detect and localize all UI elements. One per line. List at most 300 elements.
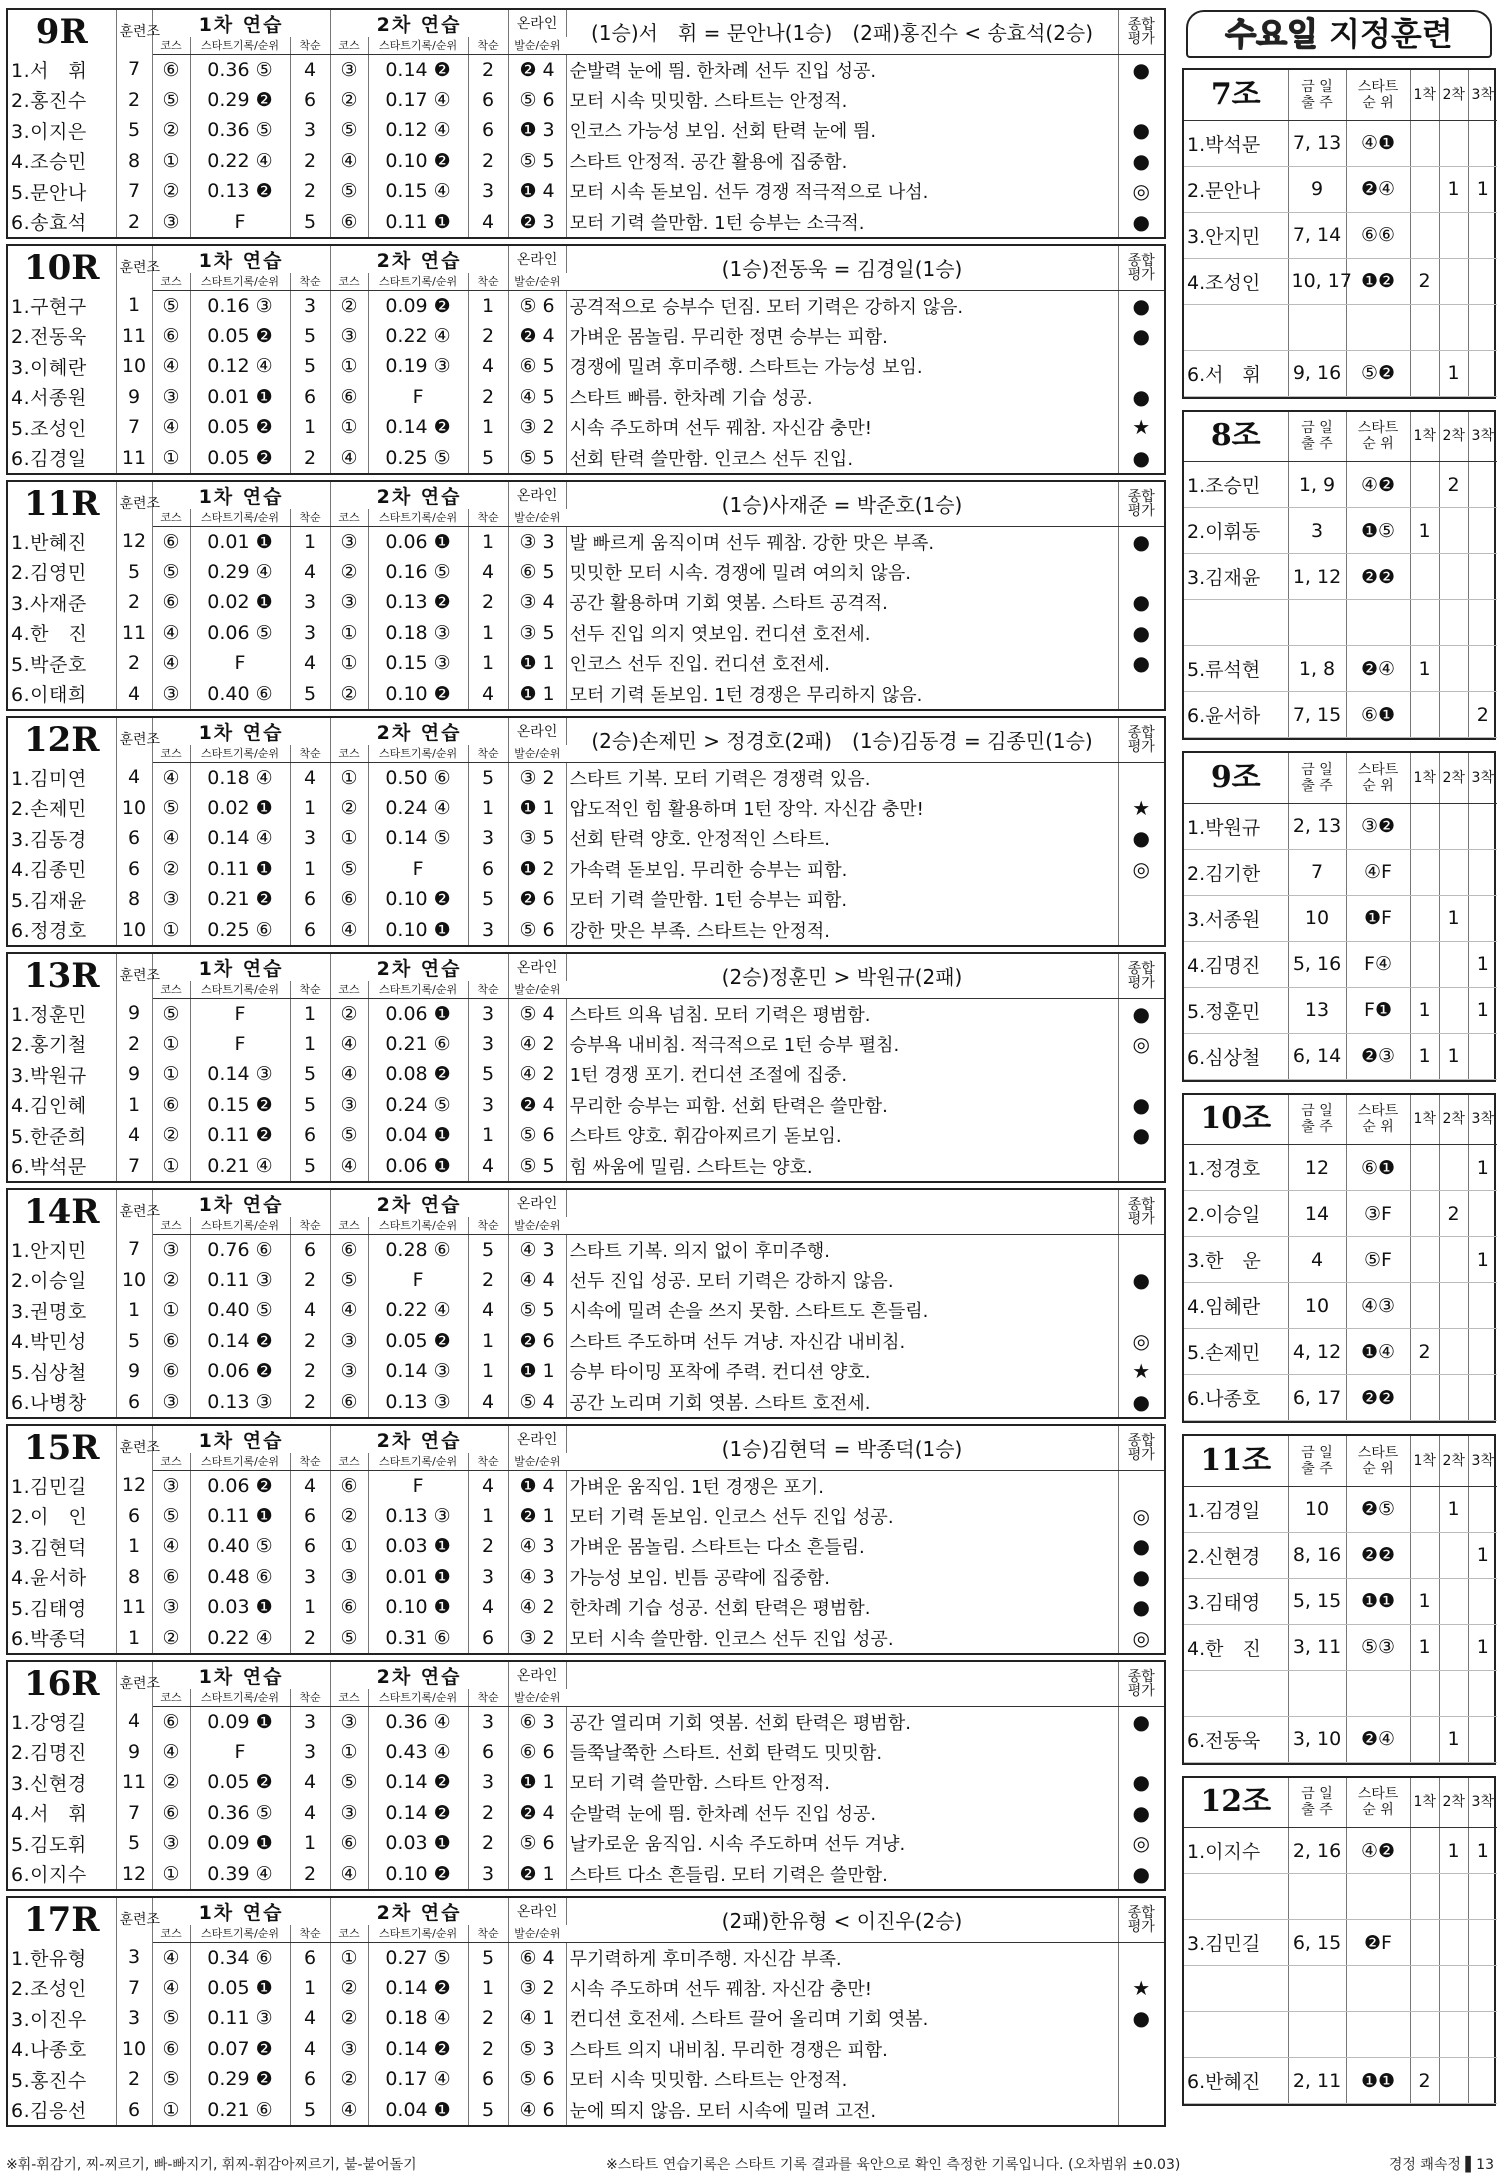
group-row: [1184, 1283, 1497, 1329]
group-row: [1184, 1532, 1497, 1578]
start-record-2: 0.18 ④: [368, 2003, 468, 2034]
comment: 스타트 기복. 의지 없이 후미주행.: [566, 1234, 1118, 1265]
second-count: [1439, 212, 1468, 258]
col-online: 온라인: [508, 246, 566, 273]
second-count: [1439, 1283, 1468, 1329]
online-rank: ⑥ 5: [508, 351, 566, 382]
online-rank: ❶ 1: [508, 1767, 566, 1798]
first-count: [1410, 1486, 1439, 1532]
course-1: ④: [152, 1973, 190, 2004]
training-group: 9: [116, 1059, 152, 1090]
start-record-1: 0.12 ④: [190, 351, 290, 382]
col-second-practice: 2차 연습: [330, 1426, 508, 1453]
start-record-2: 0.10 ❶: [368, 915, 468, 946]
out-days: 10, 17: [1288, 258, 1346, 304]
start-rank: ❷F: [1346, 1920, 1410, 1966]
out-days: 1, 12: [1288, 554, 1346, 600]
racer-name: 3.이지은: [8, 115, 116, 146]
racer-name: 1.강영길: [8, 1706, 116, 1737]
race-number: 15R: [8, 1426, 116, 1470]
online-rank: ❶ 3: [508, 115, 566, 146]
online-rank: ❷ 6: [508, 884, 566, 915]
course-2: ④: [330, 1059, 368, 1090]
finish-1: 1: [290, 793, 330, 824]
finish-2: 5: [468, 443, 508, 474]
training-group: 4: [116, 1120, 152, 1151]
online-rank: ⑤ 6: [508, 1828, 566, 1859]
finish-2: 3: [468, 1562, 508, 1593]
col-start: 스타트기록/순위: [368, 273, 468, 290]
start-record-2: F: [368, 382, 468, 413]
start-rank: ❷❷: [1346, 554, 1410, 600]
group-row: [1184, 554, 1497, 600]
comment: 순발력 눈에 띔. 한차례 선두 진입 성공.: [566, 1798, 1118, 1829]
finish-2: 2: [468, 587, 508, 618]
start-record-1: 0.11 ❷: [190, 1120, 290, 1151]
training-group: 6: [116, 823, 152, 854]
course-2: ⑥: [330, 1234, 368, 1265]
racer-row: [8, 1059, 1164, 1090]
third-count: [1468, 895, 1497, 941]
start-record-1: 0.11 ③: [190, 1265, 290, 1296]
eval-mark: ◎: [1132, 1503, 1150, 1528]
online-rank: ⑤ 3: [508, 2034, 566, 2065]
start-rank: ❶⑤: [1346, 508, 1410, 554]
start-record-1: 0.03 ❶: [190, 1592, 290, 1623]
out-days: 2, 16: [1288, 1828, 1346, 1874]
start-rank: ❷❷: [1346, 1532, 1410, 1578]
group-name: 7조: [1184, 70, 1288, 120]
course-1: ⑤: [152, 2064, 190, 2095]
first-count: [1410, 1828, 1439, 1874]
start-rank: ④③: [1346, 1283, 1410, 1329]
col-start: 스타트기록/순위: [190, 745, 290, 762]
col-3rd: 3착: [1468, 1095, 1497, 1145]
out-days: 2, 13: [1288, 803, 1346, 849]
col-start: 스타트기록/순위: [190, 37, 290, 54]
start-record-2: F: [368, 854, 468, 885]
out-days: 1, 8: [1288, 646, 1346, 692]
course-1: ①: [152, 915, 190, 946]
comment: 날카로운 움직임. 시속 주도하며 선두 겨냥.: [566, 1828, 1118, 1859]
col-1st: 1착: [1410, 1095, 1439, 1145]
start-record-2: 0.16 ⑤: [368, 557, 468, 588]
start-record-1: 0.13 ❷: [190, 176, 290, 207]
col-start-rank: 스타트 순 위: [1346, 753, 1410, 803]
eval-mark: [1118, 85, 1164, 116]
group-row: [1184, 941, 1497, 987]
start-record-2: 0.04 ❶: [368, 1120, 468, 1151]
course-2: ⑤: [330, 1623, 368, 1654]
training-group: 6: [116, 2095, 152, 2126]
race-block: [6, 244, 1166, 475]
start-record-1: 0.14 ❷: [190, 1326, 290, 1357]
start-rank: F❶: [1346, 987, 1410, 1033]
third-count: 1: [1468, 1145, 1497, 1191]
out-days: 4, 12: [1288, 1329, 1346, 1375]
col-start: 스타트기록/순위: [368, 1453, 468, 1470]
start-rank: ③❷: [1346, 803, 1410, 849]
online-rank: ❷ 1: [508, 1859, 566, 1890]
col-3rd: 3착: [1468, 70, 1497, 120]
finish-2: 4: [468, 351, 508, 382]
start-record-1: 0.02 ❶: [190, 793, 290, 824]
col-start: 스타트기록/순위: [190, 981, 290, 998]
start-record-1: 0.14 ④: [190, 823, 290, 854]
comment: 인코스 선두 진입. 컨디션 호전세.: [566, 648, 1118, 679]
comment: 공간 노리며 기회 엿봄. 스타트 호전세.: [566, 1387, 1118, 1418]
racer-name: 1.박석문: [1184, 120, 1288, 166]
online-rank: ⑥ 6: [508, 1737, 566, 1768]
col-start: 스타트기록/순위: [368, 37, 468, 54]
col-start: 스타트기록/순위: [368, 745, 468, 762]
finish-1: 4: [290, 762, 330, 793]
second-count: [1439, 849, 1468, 895]
finish-1: 2: [290, 1859, 330, 1890]
training-group: 6: [116, 1501, 152, 1532]
finish-2: 3: [468, 823, 508, 854]
col-online: 온라인: [508, 482, 566, 509]
training-group: 11: [116, 321, 152, 352]
col-training: 훈련조: [116, 482, 152, 526]
finish-1: 4: [290, 2003, 330, 2034]
out-days: 2, 11: [1288, 2058, 1346, 2104]
start-record-1: 0.25 ⑥: [190, 915, 290, 946]
race-block: [6, 480, 1166, 711]
out-days: [1288, 2012, 1346, 2058]
racer-row: [8, 1767, 1164, 1798]
course-2: ①: [330, 618, 368, 649]
out-days: 5, 15: [1288, 1578, 1346, 1624]
racer-name: 5.홍진수: [8, 2064, 116, 2095]
racer-name: 2.홍진수: [8, 85, 116, 116]
col-finish: 착순: [468, 745, 508, 762]
third-count: [1468, 462, 1497, 508]
racer-row: [8, 679, 1164, 710]
start-record-1: 0.09 ❶: [190, 1828, 290, 1859]
start-record-1: 0.21 ⑥: [190, 2095, 290, 2126]
out-days: 10: [1288, 895, 1346, 941]
course-2: ④: [330, 915, 368, 946]
course-1: ①: [152, 2095, 190, 2126]
course-1: ①: [152, 1059, 190, 1090]
start-record-2: 0.24 ④: [368, 793, 468, 824]
start-record-1: 0.09 ❶: [190, 1706, 290, 1737]
racer-name: 1.반혜진: [8, 526, 116, 557]
racer-name: 2.이승일: [8, 1265, 116, 1296]
course-2: ④: [330, 146, 368, 177]
col-online-sub: 발순/순위: [508, 1453, 566, 1470]
course-2: ③: [330, 321, 368, 352]
third-count: [1468, 600, 1497, 646]
start-record-2: 0.25 ⑤: [368, 443, 468, 474]
training-group: 8: [116, 884, 152, 915]
finish-2: 4: [468, 207, 508, 238]
start-rank: ④F: [1346, 849, 1410, 895]
third-count: [1468, 1033, 1497, 1079]
race-block: [6, 8, 1166, 239]
col-second-practice: 2차 연습: [330, 1898, 508, 1925]
first-count: [1410, 1283, 1439, 1329]
second-count: [1439, 508, 1468, 554]
start-record-2: 0.10 ❷: [368, 884, 468, 915]
finish-2: 6: [468, 1623, 508, 1654]
start-record-2: 0.31 ⑥: [368, 1623, 468, 1654]
third-count: [1468, 554, 1497, 600]
racer-name: 6.이태희: [8, 679, 116, 710]
course-1: ②: [152, 1623, 190, 1654]
finish-1: 4: [290, 2034, 330, 2065]
start-rank: ④❷: [1346, 1828, 1410, 1874]
eval-mark: ●: [1132, 1564, 1150, 1589]
first-count: 1: [1410, 508, 1439, 554]
finish-1: 5: [290, 351, 330, 382]
course-2: ③: [330, 1562, 368, 1593]
finish-1: 3: [290, 1562, 330, 1593]
eval-mark: ●: [1132, 826, 1150, 851]
comment: 발 빠르게 움직이며 선두 꿰참. 강한 맛은 부족.: [566, 526, 1118, 557]
race-list: [6, 8, 1166, 2132]
course-2: ⑤: [330, 115, 368, 146]
course-2: ①: [330, 823, 368, 854]
training-group: 7: [116, 1151, 152, 1182]
out-days: [1288, 1874, 1346, 1920]
course-2: ④: [330, 1859, 368, 1890]
eval-mark: [1118, 557, 1164, 588]
finish-2: 4: [468, 1295, 508, 1326]
racer-name: [1184, 1966, 1288, 2012]
start-record-1: 0.40 ⑤: [190, 1531, 290, 1562]
course-2: ②: [330, 1973, 368, 2004]
racer-row: [8, 1706, 1164, 1737]
training-group: 5: [116, 557, 152, 588]
start-record-1: 0.76 ⑥: [190, 1234, 290, 1265]
training-group: 10: [116, 1265, 152, 1296]
eval-mark: ★: [1132, 415, 1151, 440]
group-row: [1184, 1191, 1497, 1237]
col-start: 스타트기록/순위: [190, 273, 290, 290]
comment: 힘 싸움에 밀림. 스타트는 양호.: [566, 1151, 1118, 1182]
training-group: 10: [116, 351, 152, 382]
col-finish: 착순: [468, 273, 508, 290]
training-group: 9: [116, 1737, 152, 1768]
eval-mark: ◎: [1132, 1328, 1150, 1353]
racer-row: [8, 587, 1164, 618]
eval-mark: ●: [1132, 118, 1150, 143]
start-record-1: 0.22 ④: [190, 146, 290, 177]
third-count: [1468, 508, 1497, 554]
race-number: 11R: [8, 482, 116, 526]
course-2: ③: [330, 1706, 368, 1737]
finish-2: 4: [468, 1151, 508, 1182]
col-start-rank: 스타트 순 위: [1346, 1778, 1410, 1828]
eval-mark: ●: [1132, 384, 1150, 409]
race-note: (1승)서 휘 = 문안나(1승) (2패)홍진수 < 송효석(2승): [566, 10, 1118, 54]
racer-name: 3.김태영: [1184, 1578, 1288, 1624]
start-record-2: 0.14 ❷: [368, 54, 468, 85]
course-1: ①: [152, 1859, 190, 1890]
online-rank: ③ 4: [508, 587, 566, 618]
group-row: [1184, 803, 1497, 849]
col-online: 온라인: [508, 1190, 566, 1217]
racer-row: [8, 1501, 1164, 1532]
course-1: ④: [152, 412, 190, 443]
online-rank: ❶ 1: [508, 793, 566, 824]
out-days: 6, 15: [1288, 1920, 1346, 1966]
col-start: 스타트기록/순위: [368, 1689, 468, 1706]
finish-1: 2: [290, 1356, 330, 1387]
course-1: ②: [152, 1120, 190, 1151]
group-row: [1184, 1716, 1497, 1762]
third-count: [1468, 2058, 1497, 2104]
racer-name: 4.김명진: [1184, 941, 1288, 987]
racer-row: [8, 207, 1164, 238]
second-count: [1439, 646, 1468, 692]
racer-name: 6.나종호: [1184, 1375, 1288, 1421]
first-count: 1: [1410, 1624, 1439, 1670]
col-online-sub: 발순/순위: [508, 1689, 566, 1706]
comment: 승부 타이밍 포착에 주력. 컨디션 양호.: [566, 1356, 1118, 1387]
course-2: ④: [330, 1029, 368, 1060]
racer-name: 1.정경호: [1184, 1145, 1288, 1191]
finish-1: 3: [290, 1706, 330, 1737]
eval-mark: [1118, 351, 1164, 382]
finish-1: 4: [290, 648, 330, 679]
online-rank: ④ 3: [508, 1531, 566, 1562]
racer-name: 4.한 진: [8, 618, 116, 649]
course-1: ⑤: [152, 2003, 190, 2034]
col-1st: 1착: [1410, 1436, 1439, 1486]
col-course: 코스: [330, 1689, 368, 1706]
online-rank: ④ 2: [508, 1059, 566, 1090]
comment: 선두 진입 성공. 모터 기력은 강하지 않음.: [566, 1265, 1118, 1296]
racer-name: 5.손제민: [1184, 1329, 1288, 1375]
col-training: 훈련조: [116, 954, 152, 998]
group-row: [1184, 1145, 1497, 1191]
finish-2: 4: [468, 557, 508, 588]
racer-name: 3.안지민: [1184, 212, 1288, 258]
online-rank: ⑤ 5: [508, 1151, 566, 1182]
start-rank: [1346, 1966, 1410, 2012]
group-row: [1184, 1624, 1497, 1670]
finish-1: 6: [290, 1531, 330, 1562]
footer-page: 경정 쾌속정 ▌13: [1388, 2157, 1494, 2173]
start-record-2: 0.14 ❷: [368, 412, 468, 443]
col-online-sub: 발순/순위: [508, 1925, 566, 1942]
finish-2: 6: [468, 854, 508, 885]
finish-1: 5: [290, 1090, 330, 1121]
racer-name: 2.이승일: [1184, 1191, 1288, 1237]
training-group: 7: [116, 1973, 152, 2004]
group-row: [1184, 692, 1497, 738]
racer-row: [8, 854, 1164, 885]
finish-2: 4: [468, 1592, 508, 1623]
first-count: 2: [1410, 2058, 1439, 2104]
training-group: 2: [116, 1029, 152, 1060]
racer-row: [8, 1326, 1164, 1357]
third-count: [1468, 1486, 1497, 1532]
first-count: 2: [1410, 258, 1439, 304]
online-rank: ❶ 4: [508, 176, 566, 207]
second-count: [1439, 1145, 1468, 1191]
start-rank: ⑥⑥: [1346, 212, 1410, 258]
first-count: [1410, 462, 1439, 508]
third-count: [1468, 258, 1497, 304]
finish-2: 1: [468, 1973, 508, 2004]
training-group: 7: [116, 412, 152, 443]
eval-mark: ●: [1132, 1709, 1150, 1734]
out-days: 9, 16: [1288, 350, 1346, 396]
course-2: ④: [330, 443, 368, 474]
first-count: 1: [1410, 646, 1439, 692]
col-eval: 종합평가: [1118, 246, 1164, 290]
finish-2: 3: [468, 915, 508, 946]
online-rank: ④ 3: [508, 1562, 566, 1593]
second-count: [1439, 1920, 1468, 1966]
training-group: 6: [116, 854, 152, 885]
out-days: 1, 9: [1288, 462, 1346, 508]
col-second-practice: 2차 연습: [330, 1190, 508, 1217]
col-training: 훈련조: [116, 718, 152, 762]
col-finish: 착순: [290, 37, 330, 54]
racer-name: 4.임혜란: [1184, 1283, 1288, 1329]
training-group: [1182, 1434, 1496, 1765]
race-number: 13R: [8, 954, 116, 998]
comment: 모터 기력 돋보임. 인코스 선두 진입 성공.: [566, 1501, 1118, 1532]
col-first-practice: 1차 연습: [152, 718, 330, 745]
course-1: ⑥: [152, 1090, 190, 1121]
col-course: 코스: [152, 745, 190, 762]
racer-row: [8, 1562, 1164, 1593]
training-group: 10: [116, 915, 152, 946]
racer-name: 5.조성인: [8, 412, 116, 443]
start-record-1: 0.11 ❶: [190, 854, 290, 885]
race-number: 16R: [8, 1662, 116, 1706]
course-1: ⑤: [152, 793, 190, 824]
online-rank: ⑥ 3: [508, 1706, 566, 1737]
racer-name: 4.박민성: [8, 1326, 116, 1357]
training-group: 10: [116, 793, 152, 824]
course-2: ②: [330, 793, 368, 824]
course-1: ⑤: [152, 85, 190, 116]
online-rank: ④ 2: [508, 1592, 566, 1623]
racer-name: 1.김미연: [8, 762, 116, 793]
eval-mark: ◎: [1132, 179, 1150, 204]
comment: 공간 열리며 기회 엿봄. 선회 탄력은 평범함.: [566, 1706, 1118, 1737]
start-rank: [1346, 1874, 1410, 1920]
col-start-rank: 스타트 순 위: [1346, 1095, 1410, 1145]
out-days: 3, 11: [1288, 1624, 1346, 1670]
col-eval: 종합평가: [1118, 1662, 1164, 1706]
start-rank: ⑥❶: [1346, 692, 1410, 738]
col-start-rank: 스타트 순 위: [1346, 412, 1410, 462]
racer-row: [8, 1531, 1164, 1562]
second-count: 1: [1439, 895, 1468, 941]
second-count: [1439, 600, 1468, 646]
eval-mark: ●: [1132, 445, 1150, 470]
comment: 모터 기력 쓸만함. 1턴 승부는 소극적.: [566, 207, 1118, 238]
course-2: ③: [330, 1090, 368, 1121]
training-group: 12: [116, 1470, 152, 1501]
comment: 가벼운 몸놀림. 스타트는 다소 흔들림.: [566, 1531, 1118, 1562]
first-count: [1410, 554, 1439, 600]
eval-mark: ●: [1132, 651, 1150, 676]
racer-row: [8, 1120, 1164, 1151]
finish-1: 3: [290, 115, 330, 146]
col-finish: 착순: [290, 745, 330, 762]
online-rank: ❶ 1: [508, 648, 566, 679]
start-rank: ❷④: [1346, 166, 1410, 212]
